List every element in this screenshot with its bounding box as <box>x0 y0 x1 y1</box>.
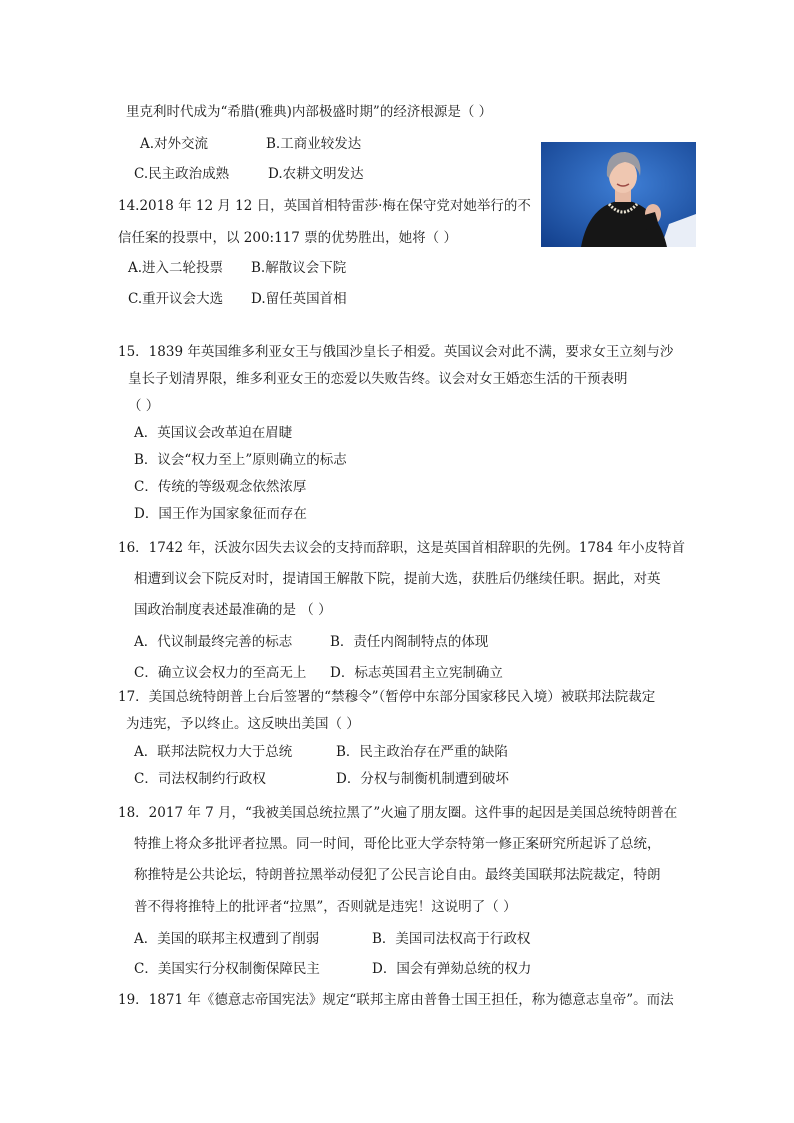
q18-stem-line3: 称推特是公共论坛，特朗普拉黑举动侵犯了公民言论自由。最终美国联邦法院裁定，特朗 <box>134 867 661 883</box>
q17-stem-line2: 为违宪，予以终止。这反映出美国（ ） <box>126 716 360 732</box>
q15-option-c[interactable]: C．传统的等级观念依然浓厚 <box>134 479 307 495</box>
q13-option-d[interactable]: D.农耕文明发达 <box>268 166 364 182</box>
q15-option-a[interactable]: A．英国议会改革迫在眉睫 <box>134 425 293 441</box>
q14-option-a[interactable]: A.进入二轮投票 <box>128 260 224 276</box>
q17-option-d[interactable]: D．分权与制衡机制遭到破坏 <box>336 771 509 787</box>
q13-option-a[interactable]: A.对外交流 <box>140 136 209 152</box>
q18-option-d[interactable]: D．国会有弹劾总统的权力 <box>372 961 532 977</box>
q18-option-c[interactable]: C．美国实行分权制衡保障民主 <box>134 961 320 977</box>
q16-option-c[interactable]: C．确立议会权力的至高无上 <box>134 665 307 681</box>
q17-option-c[interactable]: C．司法权制约行政权 <box>134 771 266 787</box>
q13-stem: 里克利时代成为“希腊(雅典)内部极盛时期”的经济根源是（ ） <box>126 104 493 120</box>
q17-option-b[interactable]: B．民主政治存在严重的缺陷 <box>336 744 508 760</box>
q15-stem-line3: （ ） <box>128 398 160 414</box>
q14-option-d[interactable]: D.留任英国首相 <box>251 291 347 307</box>
q13-option-b[interactable]: B.工商业较发达 <box>266 136 362 152</box>
q18-option-a[interactable]: A．美国的联邦主权遭到了削弱 <box>134 931 320 947</box>
q16-stem-line3: 国政治制度表述最准确的是 （ ） <box>134 602 332 618</box>
q18-stem-line4: 普不得将推特上的批评者“拉黑”，否则就是违宪！这说明了（ ） <box>134 899 517 915</box>
q15-option-d[interactable]: D．国王作为国家象征而存在 <box>134 506 307 522</box>
q18-stem-line1: 18．2017 年 7 月，“我被美国总统拉黑了”火遍了朋友圈。这件事的起因是美国总统特朗普在 <box>118 805 678 821</box>
q14-stem-line1: 14.2018 年 12 月 12 日，英国首相特雷莎·梅在保守党对她举行的不 <box>118 198 531 214</box>
q16-stem-line1: 16．1742 年，沃波尔因失去议会的支持而辞职，这是英国首相辞职的先例。1784 年小皮特首 <box>118 540 685 556</box>
q16-option-d[interactable]: D．标志英国君主立宪制确立 <box>330 665 503 681</box>
q15-option-b[interactable]: B．议会“权力至上”原则确立的标志 <box>134 452 347 468</box>
theresa-may-photo <box>541 142 696 247</box>
q14-stem-line2: 信任案的投票中，以 200:117 票的优势胜出，她将（ ） <box>118 230 457 246</box>
q18-option-b[interactable]: B．美国司法权高于行政权 <box>372 931 531 947</box>
q15-stem-line1: 15．1839 年英国维多利亚女王与俄国沙皇长子相爱。英国议会对此不满，要求女王立刻与沙 <box>118 344 674 360</box>
q13-option-c[interactable]: C.民主政治成熟 <box>134 166 230 182</box>
q17-stem-line1: 17．美国总统特朗普上台后签署的“禁穆令”（暂停中东部分国家移民入境）被联邦法院裁定 <box>118 689 656 705</box>
q18-stem-line2: 特推上将众多批评者拉黑。同一时间，哥伦比亚大学奈特第一修正案研究所起诉了总统， <box>134 836 661 852</box>
q14-option-c[interactable]: C.重开议会大选 <box>128 291 224 307</box>
q14-option-b[interactable]: B.解散议会下院 <box>251 260 347 276</box>
q19-stem-line1: 19．1871 年《德意志帝国宪法》规定“联邦主席由普鲁士国王担任，称为德意志皇帝”。而法 <box>118 992 674 1008</box>
q15-stem-line2: 皇长子划清界限，维多利亚女王的恋爱以失败告终。议会对女王婚恋生活的干预表明 <box>128 371 628 387</box>
q16-stem-line2: 相遭到议会下院反对时，提请国王解散下院，提前大选，获胜后仍继续任职。据此，对英 <box>134 571 661 587</box>
q16-option-b[interactable]: B．责任内阁制特点的体现 <box>330 634 489 650</box>
q16-option-a[interactable]: A．代议制最终完善的标志 <box>134 634 293 650</box>
q17-option-a[interactable]: A．联邦法院权力大于总统 <box>134 744 293 760</box>
